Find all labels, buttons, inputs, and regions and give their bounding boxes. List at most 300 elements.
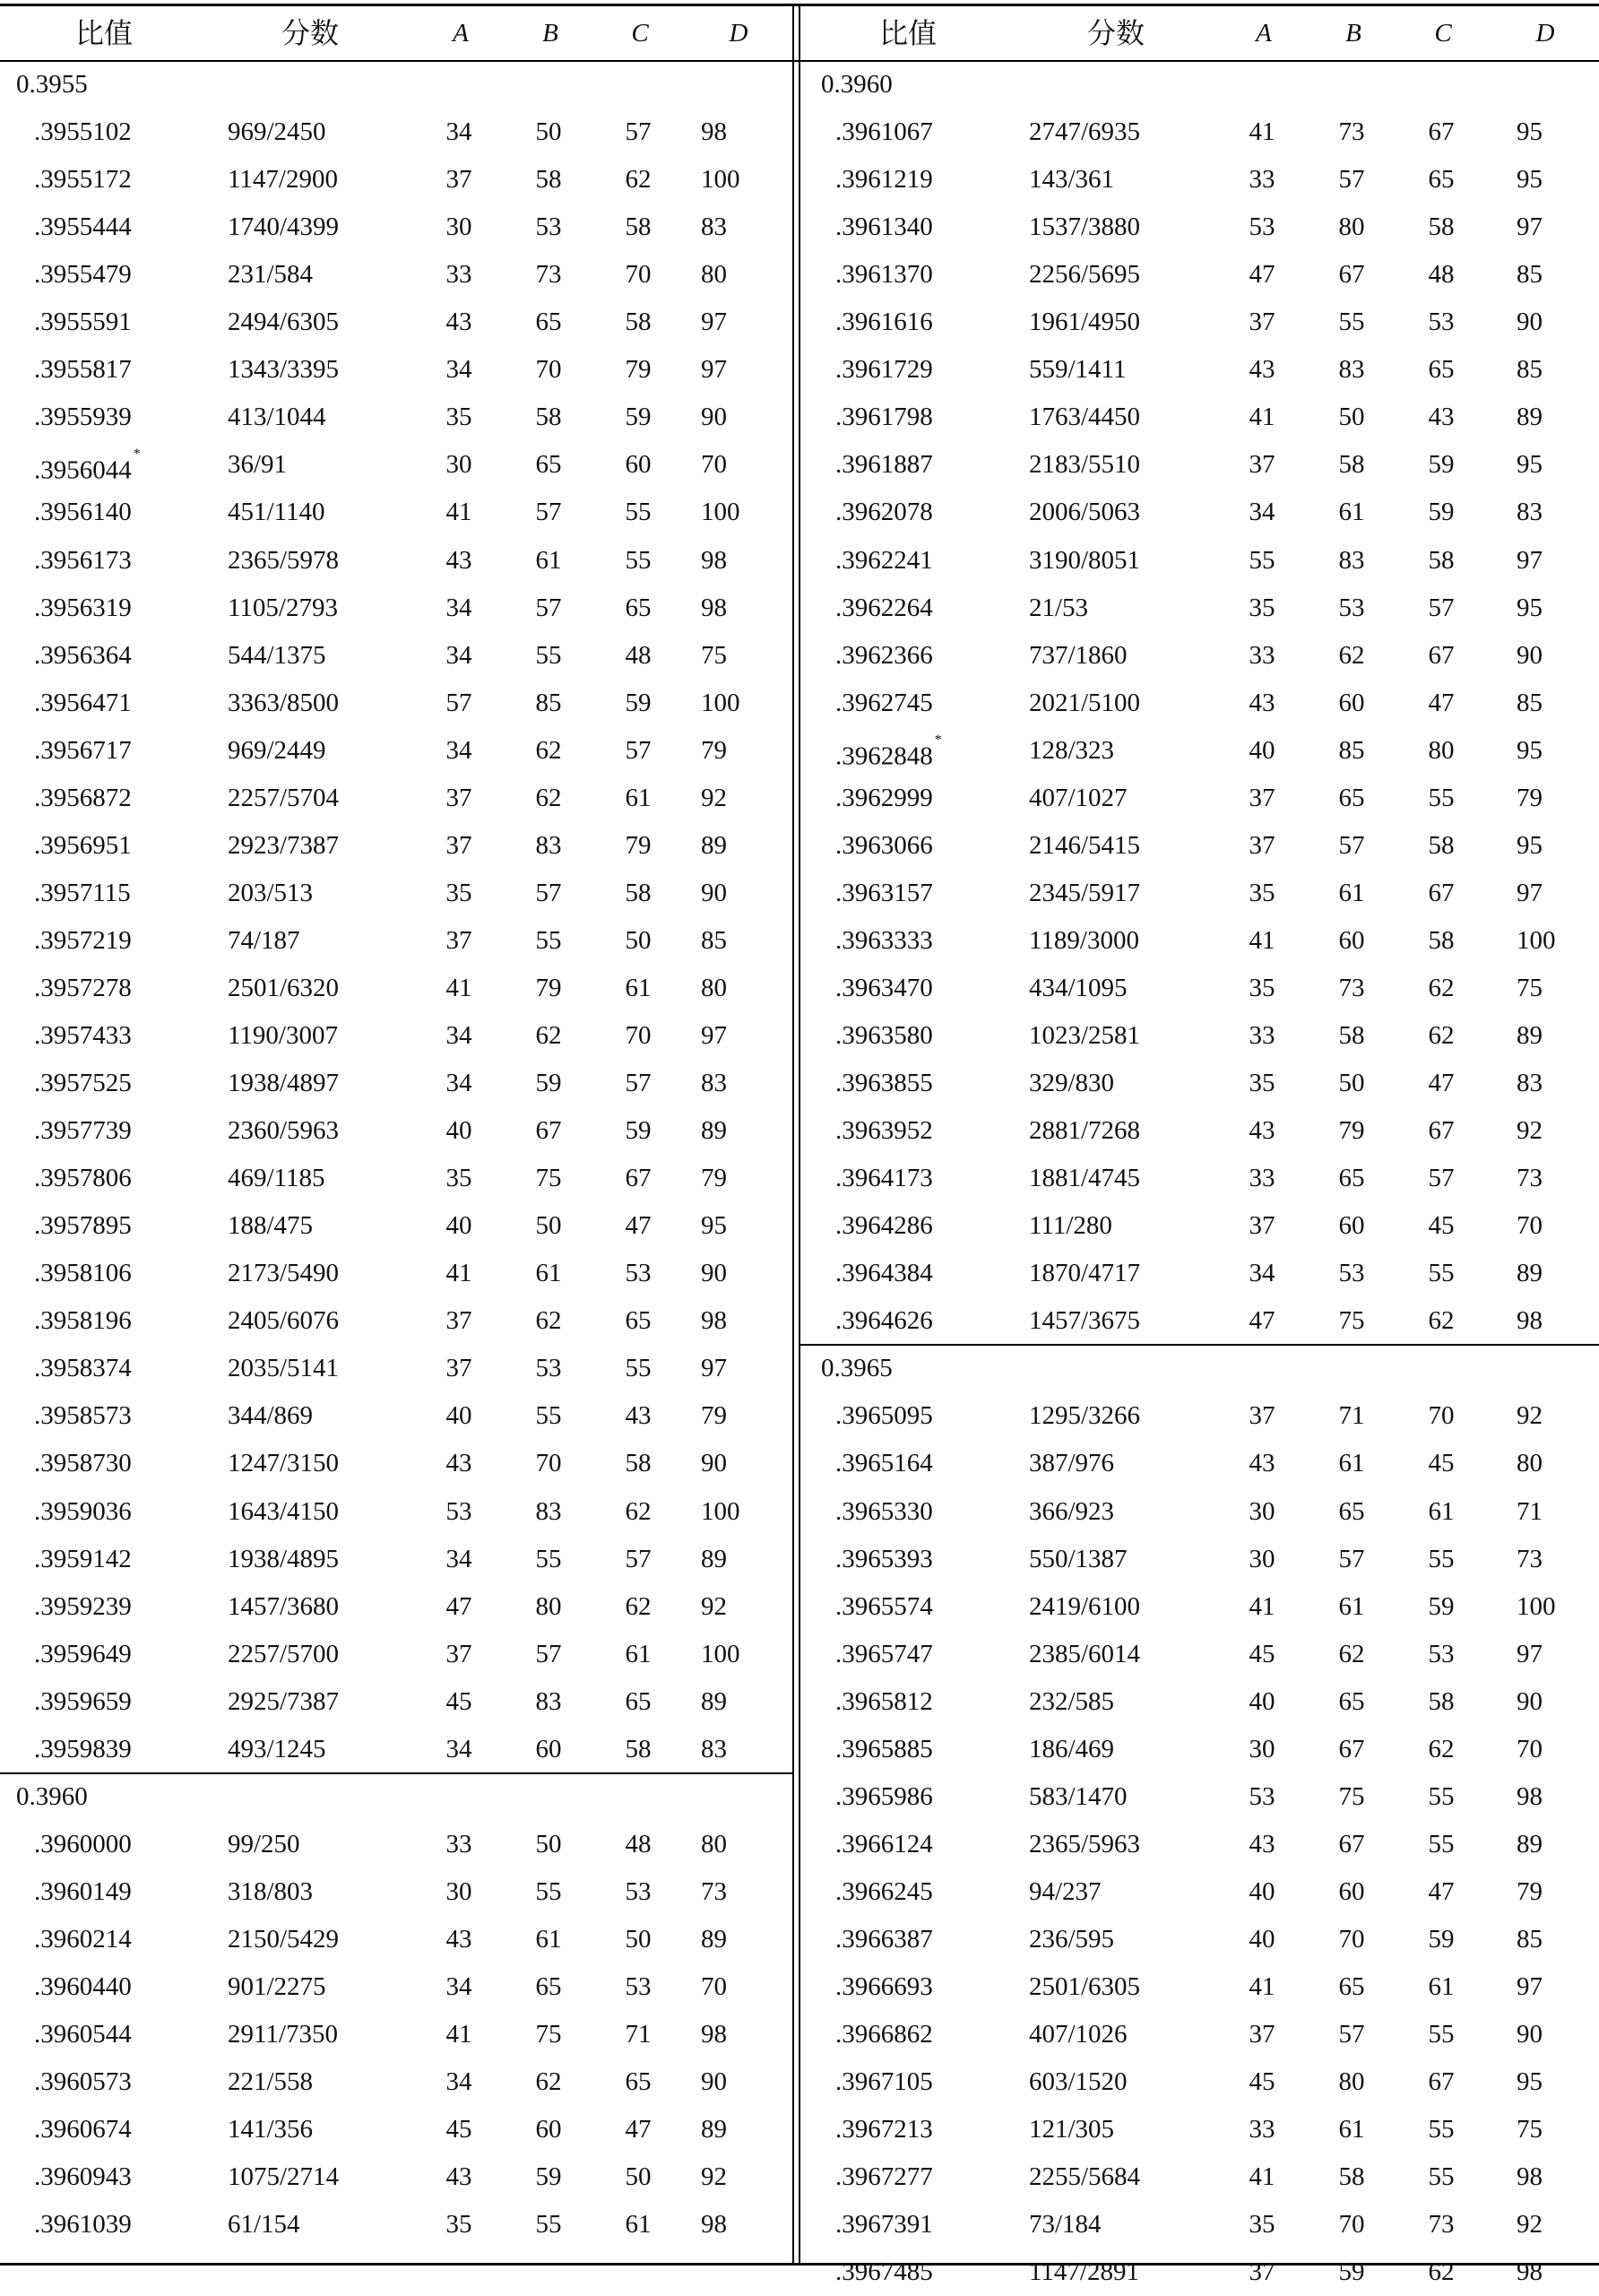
value-c: 58 — [1428, 546, 1455, 575]
value-d: 98 — [701, 546, 727, 575]
value-c: 61 — [625, 2210, 652, 2239]
value-c: 55 — [1428, 1782, 1455, 1811]
value-d: 89 — [1517, 1021, 1543, 1050]
fraction-value: 2747/6935 — [1029, 117, 1141, 146]
value-a: 41 — [1249, 1972, 1275, 2001]
ratio-value — [34, 2011, 132, 2058]
ratio-text: .3956140 — [34, 498, 132, 526]
value-b: 55 — [1338, 308, 1365, 336]
value-b: 61 — [1338, 498, 1365, 526]
value-c: 67 — [1428, 2067, 1455, 2096]
value-c: 61 — [1428, 1497, 1455, 1526]
value-a: 37 — [445, 831, 472, 860]
fraction-value: 2173/5490 — [228, 1259, 340, 1287]
fraction-value: 1938/4895 — [228, 1545, 340, 1573]
value-d: 95 — [1517, 831, 1543, 860]
value-d: 90 — [1517, 641, 1543, 670]
value-b: 60 — [535, 1735, 562, 1763]
fraction-value: 2146/5415 — [1029, 831, 1141, 860]
value-c: 55 — [1428, 1259, 1455, 1287]
value-d: 79 — [701, 1401, 727, 1430]
ratio-value — [835, 1726, 933, 1773]
ratio-text: .3956872 — [34, 784, 132, 812]
ratio-value — [34, 1631, 132, 1678]
fraction-value: 407/1027 — [1029, 784, 1128, 812]
ratio-text: .3956717 — [34, 736, 132, 765]
ratio-value — [835, 156, 933, 204]
value-a: 47 — [445, 1592, 472, 1621]
value-d: 90 — [1517, 1687, 1543, 1716]
value-d: 95 — [1517, 450, 1543, 479]
value-d: 75 — [1517, 2115, 1543, 2144]
ratio-text: .3967391 — [835, 2210, 933, 2239]
value-b: 70 — [1338, 1925, 1365, 1954]
value-d: 97 — [1517, 1972, 1543, 2001]
value-a: 30 — [1249, 1545, 1275, 1573]
ratio-text: .3959239 — [34, 1592, 132, 1621]
ratio-value — [34, 1678, 132, 1726]
ratio-value — [34, 1060, 132, 1107]
value-a: 45 — [445, 2115, 472, 2144]
value-a: 43 — [445, 546, 472, 575]
value-d: 100 — [701, 165, 740, 194]
value-b: 61 — [1338, 1592, 1365, 1621]
value-b: 62 — [1338, 1640, 1365, 1668]
value-b: 85 — [1338, 736, 1365, 765]
ratio-value — [34, 156, 132, 204]
value-b: 62 — [535, 1306, 562, 1335]
ratio-value — [34, 1536, 132, 1583]
ratio-value — [835, 1868, 933, 1916]
ratio-text: .3963855 — [835, 1069, 933, 1097]
value-d: 97 — [1517, 1640, 1543, 1668]
value-c: 61 — [625, 784, 652, 812]
value-a: 35 — [1249, 974, 1275, 1002]
ratio-value — [835, 394, 933, 441]
value-c: 47 — [625, 1211, 652, 1240]
value-b: 57 — [1338, 1545, 1365, 1573]
value-a: 43 — [1249, 355, 1275, 384]
ratio-text: .3964384 — [835, 1259, 933, 1287]
value-b: 67 — [535, 1116, 562, 1145]
value-b: 80 — [1338, 2067, 1365, 2096]
value-a: 37 — [1249, 784, 1275, 812]
value-c: 71 — [625, 2020, 652, 2049]
value-b: 61 — [535, 546, 562, 575]
ratio-value — [34, 2106, 132, 2153]
ratio-value — [34, 2058, 132, 2106]
fraction-value: 1457/3680 — [228, 1592, 340, 1621]
value-c: 58 — [625, 308, 652, 336]
value-d: 90 — [701, 1259, 727, 1287]
ratio-text: .3967213 — [835, 2115, 933, 2144]
column-header-d-left: D — [729, 19, 748, 48]
value-b: 65 — [535, 308, 562, 336]
fraction-value: 1457/3675 — [1029, 1306, 1141, 1335]
value-b: 60 — [1338, 1877, 1365, 1906]
value-b: 65 — [1338, 784, 1365, 812]
value-d: 73 — [1517, 1545, 1543, 1573]
value-a: 57 — [445, 689, 472, 717]
fraction-value: 73/184 — [1029, 2210, 1102, 2239]
value-c: 59 — [1428, 498, 1455, 526]
ratio-value — [34, 1392, 132, 1440]
ratio-value — [34, 727, 132, 775]
value-b: 83 — [1338, 355, 1365, 384]
fraction-value: 2419/6100 — [1029, 1592, 1141, 1621]
value-b: 67 — [1338, 1735, 1365, 1763]
ratio-text: .3967277 — [835, 2162, 933, 2191]
value-b: 80 — [1338, 212, 1365, 241]
column-header-a-right: A — [1256, 19, 1272, 48]
value-c: 65 — [1428, 165, 1455, 194]
ratio-value — [835, 680, 933, 727]
value-d: 89 — [1517, 403, 1543, 431]
ratio-text: .3965812 — [835, 1687, 933, 1716]
value-a: 40 — [1249, 1687, 1275, 1716]
value-c: 50 — [625, 1925, 652, 1954]
ratio-value — [835, 1821, 933, 1868]
value-c: 65 — [625, 1306, 652, 1335]
ratio-value — [835, 965, 933, 1012]
ratio-value — [835, 204, 933, 251]
value-d: 92 — [1517, 1401, 1543, 1430]
fraction-value: 329/830 — [1029, 1069, 1115, 1097]
column-header-ratio-left: 比值 — [74, 17, 134, 49]
ratio-value — [34, 1202, 132, 1250]
ratio-value — [835, 2106, 933, 2153]
fraction-value: 2365/5963 — [1029, 1830, 1141, 1858]
value-d: 73 — [1517, 1164, 1543, 1192]
value-d: 90 — [1517, 308, 1543, 336]
value-c: 60 — [625, 450, 652, 479]
value-a: 41 — [445, 2020, 472, 2049]
value-c: 59 — [625, 689, 652, 717]
value-d: 70 — [701, 1972, 727, 2001]
value-c: 59 — [625, 403, 652, 431]
value-b: 50 — [1338, 403, 1365, 431]
value-b: 67 — [1338, 260, 1365, 289]
ratio-text: .3960674 — [34, 2115, 132, 2144]
value-c: 57 — [625, 736, 652, 765]
value-c: 59 — [625, 1116, 652, 1145]
ratio-text: .3956364 — [34, 641, 132, 670]
ratio-text: .3962999 — [835, 784, 933, 812]
ratio-value — [835, 1916, 933, 1963]
value-d: 92 — [1517, 2210, 1543, 2239]
value-a: 33 — [445, 1830, 472, 1858]
value-b: 57 — [535, 879, 562, 907]
ratio-text: .3955591 — [34, 308, 132, 336]
fraction-value: 2006/5063 — [1029, 498, 1141, 526]
value-c: 53 — [625, 1972, 652, 2001]
column-header-ratio-right: 比值 — [878, 17, 938, 49]
value-a: 41 — [1249, 2162, 1275, 2191]
value-c: 62 — [1428, 1735, 1455, 1763]
ratio-text: .3961340 — [835, 212, 933, 241]
ratio-text: .3957895 — [34, 1211, 132, 1240]
ratio-text: .3956173 — [34, 546, 132, 575]
fraction-value: 21/53 — [1029, 593, 1089, 622]
ratio-text: .3967105 — [835, 2067, 933, 2096]
value-d: 90 — [701, 879, 727, 907]
ratio-value — [835, 1631, 933, 1678]
ratio-text: .3956471 — [34, 689, 132, 717]
value-c: 57 — [1428, 593, 1455, 622]
ratio-text: .3957115 — [34, 879, 131, 907]
fraction-value: 737/1860 — [1029, 641, 1128, 670]
value-a: 41 — [1249, 403, 1275, 431]
value-c: 47 — [1428, 689, 1455, 717]
value-d: 100 — [701, 1640, 740, 1668]
value-d: 70 — [701, 450, 727, 479]
ratio-text: .3955817 — [34, 355, 132, 384]
value-a: 35 — [445, 1164, 472, 1192]
value-b: 50 — [1338, 1069, 1365, 1097]
value-c: 61 — [1428, 1972, 1455, 2001]
ratio-text: .3955172 — [34, 165, 132, 194]
value-c: 80 — [1428, 736, 1455, 765]
ratio-value — [835, 537, 933, 585]
value-d: 79 — [701, 736, 727, 765]
ratio-text: .3960440 — [34, 1972, 132, 2001]
ratio-text: .3966693 — [835, 1972, 933, 2001]
ratio-value — [835, 1963, 933, 2011]
fraction-value: 1870/4717 — [1029, 1259, 1141, 1287]
value-b: 83 — [535, 831, 562, 860]
value-b: 62 — [535, 784, 562, 812]
value-c: 62 — [1428, 1306, 1455, 1335]
fraction-value: 451/1140 — [228, 498, 325, 526]
ratio-text: .3958573 — [34, 1401, 132, 1430]
value-b: 61 — [535, 1925, 562, 1954]
ratio-value — [835, 1678, 933, 1726]
ratio-text: .3960544 — [34, 2020, 132, 2049]
ratio-value — [835, 585, 933, 632]
value-a: 33 — [1249, 1021, 1275, 1050]
value-d: 89 — [701, 1687, 727, 1716]
ratio-value — [835, 632, 933, 680]
value-a: 40 — [1249, 1877, 1275, 1906]
ratio-value — [34, 1440, 132, 1487]
value-c: 70 — [625, 1021, 652, 1050]
value-c: 45 — [1428, 1211, 1455, 1240]
ratio-text: .3961729 — [835, 355, 933, 384]
ratio-text: .3961067 — [835, 117, 933, 146]
value-d: 98 — [701, 1306, 727, 1335]
fraction-value: 2911/7350 — [228, 2020, 338, 2049]
fraction-value: 2035/5141 — [228, 1354, 340, 1382]
fraction-value: 141/356 — [228, 2115, 314, 2144]
fraction-value: 1147/2900 — [228, 165, 338, 194]
value-b: 75 — [1338, 1306, 1365, 1335]
value-d: 83 — [701, 212, 727, 241]
ratio-value — [835, 727, 942, 775]
value-c: 62 — [625, 1497, 652, 1526]
ratio-value — [835, 1250, 933, 1297]
fraction-value: 559/1411 — [1029, 355, 1127, 384]
fraction-value: 188/475 — [228, 1211, 314, 1240]
value-a: 47 — [1249, 1306, 1275, 1335]
value-c: 57 — [1428, 1164, 1455, 1192]
ratio-text: .3956951 — [34, 831, 132, 860]
ratio-value — [835, 441, 933, 489]
value-a: 37 — [445, 165, 472, 194]
value-b: 57 — [1338, 831, 1365, 860]
value-d: 80 — [701, 260, 727, 289]
value-b: 50 — [535, 117, 562, 146]
ratio-text: .3962241 — [835, 546, 933, 575]
value-b: 71 — [1338, 1401, 1365, 1430]
fraction-value: 550/1387 — [1029, 1545, 1128, 1573]
value-c: 55 — [1428, 784, 1455, 812]
value-b: 75 — [535, 2020, 562, 2049]
value-d: 89 — [701, 1545, 727, 1573]
fraction-value: 143/361 — [1029, 165, 1115, 194]
value-a: 53 — [1249, 1782, 1275, 1811]
value-c: 62 — [625, 165, 652, 194]
value-a: 34 — [445, 1735, 472, 1763]
value-c: 61 — [625, 974, 652, 1002]
value-c: 55 — [625, 1354, 652, 1382]
value-b: 53 — [535, 1354, 562, 1382]
value-d: 100 — [701, 498, 740, 526]
value-a: 34 — [445, 1972, 472, 2001]
ratio-value — [835, 1488, 933, 1536]
value-a: 43 — [445, 2162, 472, 2191]
column-header-fraction-left: 分数 — [281, 17, 340, 49]
value-b: 65 — [535, 1972, 562, 2001]
value-a: 34 — [445, 593, 472, 622]
value-b: 65 — [1338, 1972, 1365, 2001]
fraction-value: 1537/3880 — [1029, 212, 1141, 241]
ratio-value — [835, 251, 933, 299]
value-c: 43 — [625, 1401, 652, 1430]
ratio-text: .3957806 — [34, 1164, 132, 1192]
group-heading: 0.3965 — [821, 1354, 893, 1382]
fraction-value: 121/305 — [1029, 2115, 1115, 2144]
value-b: 83 — [535, 1687, 562, 1716]
value-c: 79 — [625, 831, 652, 860]
value-c: 50 — [625, 2162, 652, 2191]
ratio-text: .3965393 — [835, 1545, 933, 1573]
ratio-text: .3960573 — [34, 2067, 132, 2096]
ratio-text: .3963470 — [835, 974, 933, 1002]
ratio-value — [835, 2248, 933, 2296]
value-c: 70 — [625, 260, 652, 289]
ratio-value — [34, 1012, 132, 1060]
fraction-value: 3190/8051 — [1029, 546, 1141, 575]
fraction-value: 434/1095 — [1029, 974, 1128, 1002]
value-c: 67 — [1428, 117, 1455, 146]
value-c: 58 — [625, 212, 652, 241]
ratio-text: .3956319 — [34, 593, 132, 622]
value-c: 55 — [1428, 2020, 1455, 2049]
value-d: 97 — [701, 1021, 727, 1050]
value-a: 55 — [1249, 546, 1275, 575]
value-c: 55 — [625, 546, 652, 575]
value-b: 61 — [535, 1259, 562, 1287]
value-d: 98 — [701, 2020, 727, 2049]
group-heading: 0.3960 — [16, 1782, 88, 1811]
ratio-value — [34, 870, 131, 917]
value-c: 67 — [1428, 641, 1455, 670]
ratio-value — [835, 1012, 933, 1060]
value-d: 79 — [1517, 784, 1543, 812]
ratio-text: .3958730 — [34, 1449, 132, 1477]
value-b: 83 — [535, 1497, 562, 1526]
ratio-text: .3962264 — [835, 593, 933, 622]
value-b: 73 — [535, 260, 562, 289]
value-c: 43 — [1428, 403, 1455, 431]
value-c: 57 — [625, 1069, 652, 1097]
ratio-value — [835, 1107, 933, 1155]
ratio-text: .3966245 — [835, 1877, 933, 1906]
value-c: 59 — [1428, 1592, 1455, 1621]
value-b: 53 — [1338, 593, 1365, 622]
ratio-value — [34, 585, 132, 632]
value-a: 37 — [445, 1306, 472, 1335]
ratio-value — [835, 1155, 933, 1202]
value-b: 58 — [1338, 1021, 1365, 1050]
value-c: 58 — [1428, 831, 1455, 860]
value-a: 43 — [1249, 1449, 1275, 1477]
value-b: 60 — [1338, 1211, 1365, 1240]
value-c: 58 — [625, 879, 652, 907]
fraction-value: 407/1026 — [1029, 2020, 1128, 2049]
value-a: 45 — [1249, 1640, 1275, 1668]
group-heading: 0.3955 — [16, 70, 88, 99]
ratio-text: .3965986 — [835, 1782, 933, 1811]
ratio-value — [34, 1916, 132, 1963]
ratio-value — [34, 965, 132, 1012]
value-a: 30 — [1249, 1735, 1275, 1763]
value-a: 33 — [1249, 2115, 1275, 2144]
value-c: 65 — [1428, 355, 1455, 384]
value-c: 55 — [1428, 1830, 1455, 1858]
ratio-text: .3962366 — [835, 641, 933, 670]
ratio-text: .3960214 — [34, 1925, 132, 1954]
ratio-value — [34, 346, 132, 394]
value-b: 65 — [1338, 1497, 1365, 1526]
value-a: 34 — [445, 1545, 472, 1573]
value-d: 89 — [701, 1925, 727, 1954]
value-d: 92 — [701, 1592, 727, 1621]
ratio-text: .3958374 — [34, 1354, 132, 1382]
value-c: 58 — [1428, 212, 1455, 241]
fraction-value: 94/237 — [1029, 1877, 1102, 1906]
value-c: 48 — [1428, 260, 1455, 289]
column-header-a-left: A — [453, 19, 469, 48]
value-c: 58 — [1428, 1687, 1455, 1716]
fraction-value: 2925/7387 — [228, 1687, 340, 1716]
ratio-text: .3965095 — [835, 1401, 933, 1430]
value-d: 90 — [701, 403, 727, 431]
value-d: 92 — [1517, 1116, 1543, 1145]
value-a: 35 — [1249, 1069, 1275, 1097]
ratio-value — [835, 822, 933, 870]
ratio-text: .3955479 — [34, 260, 132, 289]
ratio-text: .3965574 — [835, 1592, 933, 1621]
value-c: 55 — [1428, 1545, 1455, 1573]
value-c: 65 — [625, 2067, 652, 2096]
value-a: 37 — [1249, 831, 1275, 860]
ratio-text: .3958106 — [34, 1259, 132, 1287]
ratio-text: .3961616 — [835, 308, 933, 336]
fraction-value: 2881/7268 — [1029, 1116, 1141, 1145]
fraction-value: 969/2449 — [228, 736, 326, 765]
ratio-value — [835, 775, 933, 822]
